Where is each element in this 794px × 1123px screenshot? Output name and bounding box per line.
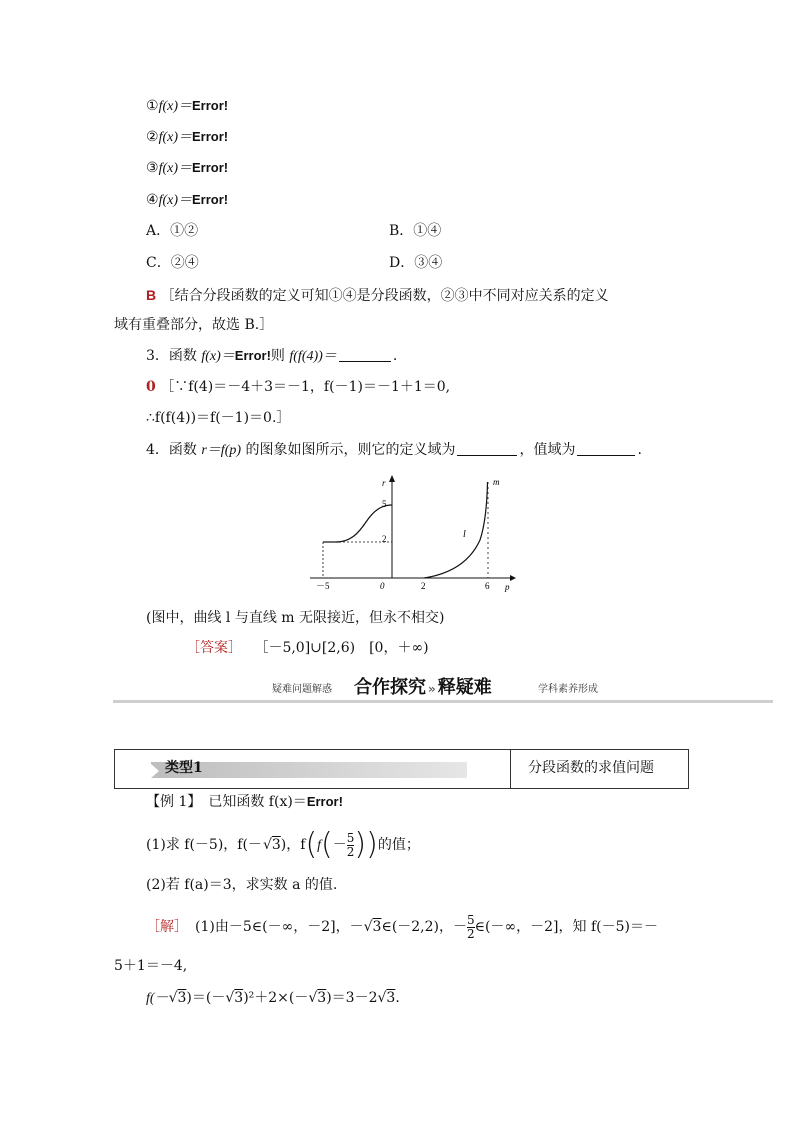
type-box: [114, 749, 689, 789]
choice-a: A．①②: [146, 223, 199, 239]
banner-arrow-icon: »: [428, 682, 436, 696]
question-3: [146, 346, 397, 367]
left-paren-icon: (: [305, 827, 318, 862]
error-placeholder: Error!: [234, 348, 271, 363]
right-paren-icon: ): [354, 827, 367, 862]
error-placeholder: Error!: [192, 98, 229, 113]
function-expression: f(x)＝: [158, 193, 192, 208]
part-text: 的值；: [377, 837, 420, 853]
function-expression: f(x)＝: [158, 130, 192, 145]
solution-line-1: [146, 912, 658, 942]
banner-title: [354, 676, 492, 701]
solution-text: )²＋2×(－: [243, 990, 309, 1006]
l-label: l: [463, 529, 466, 540]
solution-line-2: 5＋1＝－4,: [114, 958, 188, 974]
option-3: [146, 158, 228, 179]
fraction: [467, 914, 475, 941]
graph-note: (图中，曲线 l 与直线 m 无限接近，但永不相交): [146, 610, 445, 626]
option-4: [146, 190, 228, 211]
r-label: r: [382, 478, 386, 488]
question-4: [146, 440, 642, 461]
m-label: m: [493, 477, 500, 487]
sqrt-icon: √: [377, 990, 387, 1006]
answer-text: ［－5,0]∪[2,6) [0，＋∞): [254, 640, 429, 656]
answer-2-line-1: [146, 285, 609, 306]
range-blank: [577, 441, 635, 456]
type-title: 分段函数的求值问题: [528, 760, 654, 776]
left-paren-icon: (: [321, 827, 333, 862]
option-number: ③: [146, 160, 159, 176]
error-placeholder: Error!: [192, 192, 229, 207]
solution-text: ∈(－2,2)，－: [381, 919, 468, 935]
function-expression: f(x)＝: [158, 99, 192, 114]
solution-text: (1)由－5∈(－∞，－2]，－: [181, 919, 364, 935]
denominator: 2: [467, 926, 475, 941]
option-number: ④: [146, 192, 159, 208]
part-text: (1)求 f(－5)，f(－: [146, 837, 262, 853]
solution-text: f(－: [146, 991, 169, 1006]
function-expression: f(f(4))＝: [289, 349, 337, 364]
question-text: 则: [270, 348, 290, 364]
type-label: 类型1: [165, 760, 203, 776]
radicand: 3: [234, 990, 244, 1006]
banner-title-a: 合作探究: [354, 677, 426, 698]
option-number: ②: [146, 129, 159, 145]
example-1: [146, 792, 343, 812]
solution-text: )＝3－2: [326, 990, 378, 1006]
origin-label: 0: [380, 581, 385, 591]
punctuation: .: [392, 348, 398, 364]
function-expression: f(x)＝: [158, 161, 192, 176]
domain-blank: [457, 441, 517, 456]
punctuation: .: [637, 442, 642, 458]
sqrt-icon: √: [225, 990, 235, 1006]
sqrt-icon: √: [168, 990, 178, 1006]
answer-value: 0: [146, 379, 156, 395]
question-number: 4．函数: [146, 442, 202, 458]
function-symbol: f: [317, 838, 322, 853]
type-box-divider: [510, 750, 511, 788]
example-part-1: [146, 827, 420, 862]
question-number: 3．函数: [146, 348, 202, 364]
radicand: 3: [271, 837, 281, 853]
answer-3-line-2: ∴f(f(4))＝f(－1)＝0.］: [146, 410, 291, 426]
option-number: ①: [146, 98, 159, 114]
y-tick-5: 5: [382, 499, 387, 509]
radicand: 3: [372, 919, 382, 935]
p-label: p: [505, 582, 510, 592]
solution-line-3: [146, 988, 400, 1009]
sqrt-icon: √: [308, 990, 318, 1006]
x-tick-2: 2: [421, 581, 426, 591]
sqrt-icon: √: [363, 919, 373, 935]
radicand: 3: [177, 990, 187, 1006]
x-tick-minus5: －5: [316, 581, 330, 591]
option-2: [146, 127, 228, 148]
answer-explanation: ［结合分段函数的定义可知①④是分段函数，②③中不同对应关系的定义: [160, 288, 609, 304]
answer-3-line-1: [146, 377, 450, 397]
answer-explanation: ［∵f(4)＝－4＋3＝－1，f(－1)＝－1＋1＝0,: [160, 379, 451, 395]
solution-text: ∈(－∞，－2]，知 f(－5)＝－: [474, 919, 658, 935]
part-text: )，f: [280, 837, 306, 853]
choice-c: C．②④: [146, 255, 199, 271]
r-axis-arrow-icon: [389, 475, 395, 482]
solution-label: ［解］: [146, 919, 181, 935]
error-placeholder: Error!: [192, 160, 229, 175]
p-axis-arrow-icon: [510, 575, 516, 581]
y-tick-2: 2: [382, 534, 387, 544]
minus-sign: －: [332, 837, 347, 853]
question-text: 的图象如图所示，则它的定义域为: [241, 442, 456, 458]
function-graph: [300, 470, 530, 595]
answer-4: [186, 638, 429, 658]
type-label-notch-icon: [151, 764, 159, 778]
banner-divider: [113, 700, 773, 703]
choice-d: D．③④: [389, 255, 443, 271]
option-1: [146, 96, 228, 117]
x-tick-6: 6: [485, 581, 490, 591]
radicand: 3: [386, 990, 396, 1006]
example-label: 【例 1】: [146, 794, 195, 810]
sqrt-icon: √: [262, 837, 272, 853]
answer-label: ［答案］: [186, 640, 242, 656]
answer-blank: [339, 347, 391, 362]
right-paren-icon: ): [366, 827, 378, 862]
banner-left: 疑难问题解惑: [272, 684, 332, 695]
curve-l: [424, 482, 488, 578]
example-text: 已知函数 f(x)＝: [194, 794, 307, 810]
banner-title-b: 释疑难: [437, 677, 492, 698]
example-part-2: (2)若 f(a)＝3，求实数 a 的值.: [146, 877, 338, 893]
answer-2-line-2: 域有重叠部分，故选 B.］: [114, 317, 274, 333]
numerator: 5: [346, 830, 355, 845]
punctuation: .: [395, 990, 400, 1006]
function-expression: f(x)＝: [201, 349, 235, 364]
numerator: 5: [467, 912, 475, 927]
choice-b: B．①④: [389, 223, 442, 239]
function-expression: r＝f(p): [201, 443, 242, 458]
denominator: 2: [346, 844, 355, 859]
answer-letter: B: [146, 287, 157, 303]
banner-right: 学科素养形成: [538, 684, 598, 695]
error-placeholder: Error!: [192, 129, 229, 144]
solution-text: )＝(－: [186, 990, 226, 1006]
question-text: ，值域为: [519, 442, 576, 458]
radicand: 3: [317, 990, 327, 1006]
error-placeholder: Error!: [306, 794, 343, 809]
